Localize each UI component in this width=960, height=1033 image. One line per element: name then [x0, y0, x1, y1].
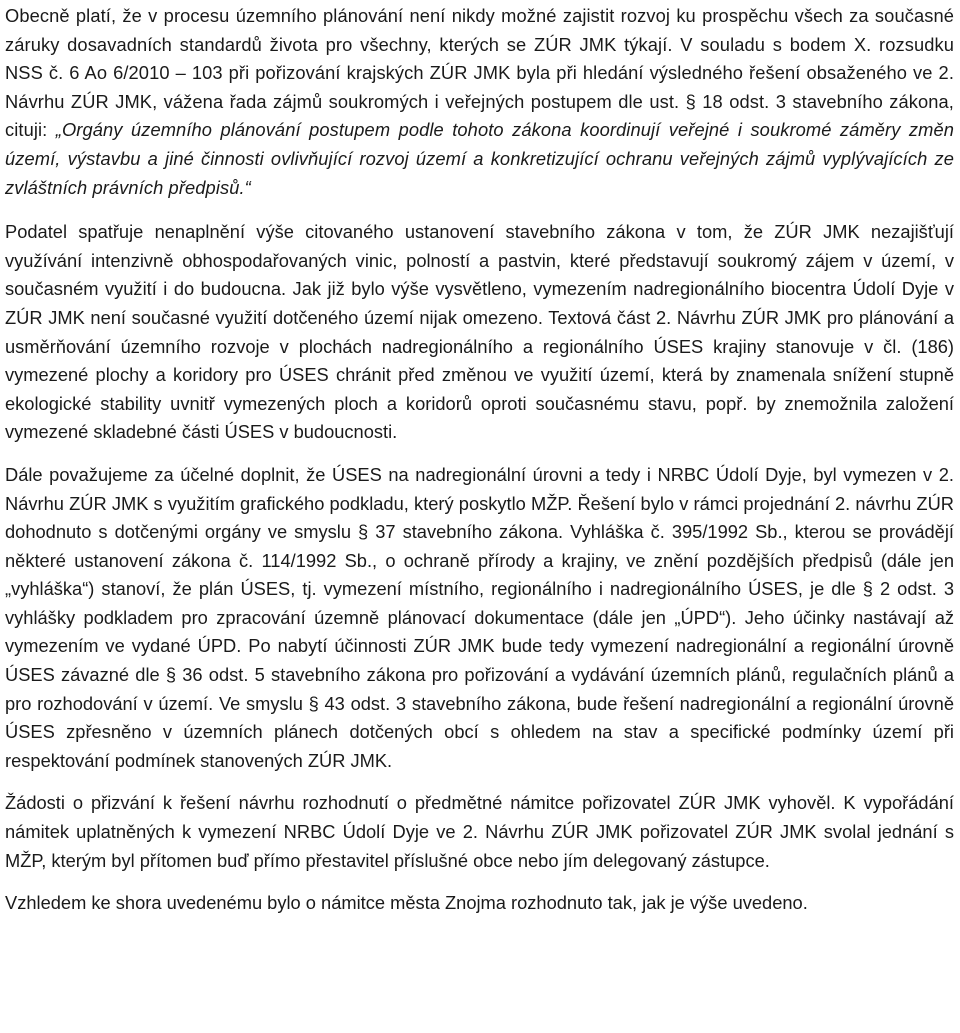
paragraph-5: Vzhledem ke shora uvedenému bylo o námitce města Znojma rozhodnuto tak, jak je výše uvedeno.	[5, 892, 808, 914]
paragraph-1	[5, 2, 954, 202]
paragraph-2: Podatel spatřuje nenaplnění výše citovaného ustanovení stavebního zákona v tom, že ZÚR JMK nezajišťují využívání intenzivně obhospodařovaných vinic, polností a pastvin, které představují soukromý zájem v území, v současném využití i do budoucna. Jak již bylo výše vysvětleno, vymezením nadregionálního biocentra Údolí Dyje v ZÚR JMK není současné využití dotčeného území nijak omezeno. Textová část 2. Návrhu ZÚR JMK pro plánování a usměrňování územního rozvoje v plochách nadregionálního a regionálního ÚSES krajiny stanovuje v čl. (186) vymezené plochy a koridory pro ÚSES chránit před změnou ve využití území, která by znamenala snížení stupně ekologické stability uvnitř vymezených ploch a koridorů oproti současnému stavu, popř. by znemožnila založení vymezené skladebné části ÚSES v budoucnosti.	[5, 221, 954, 443]
paragraph-3: Dále považujeme za účelné doplnit, že ÚSES na nadregionální úrovni a tedy i NRBC Údolí Dyje, byl vymezen v 2. Návrhu ZÚR JMK s využitím grafického podkladu, který poskytlo MŽP. Řešení bylo v rámci projednání 2. návrhu ZÚR dohodnuto s dotčenými orgány ve smyslu § 37 stavebního zákona. Vyhláška č. 395/1992 Sb., kterou se provádějí některé ustanovení zákona č. 114/1992 Sb., o ochraně přírody a krajiny, ve znění pozdějších předpisů (dále jen „vyhláška“) stanoví, že plán ÚSES, tj. vymezení místního, regionálního i nadregionálního ÚSES, je dle § 2 odst. 3 vyhlášky podkladem pro zpracování územně plánovací dokumentace (dále jen „ÚPD“). Jeho účinky nastávají až vymezením ve vydané ÚPD. Po nabytí účinnosti ZÚR JMK bude tedy vymezení nadregionální a regionální úrovně ÚSES závazné dle § 36 odst. 5 stavebního zákona pro pořizování a vydávání územních plánů, regulačních plánů a pro rozhodování v území. Ve smyslu § 43 odst. 3 stavebního zákona, bude řešení nadregionální a regionální úrovně ÚSES zpřesněno v územních plánech dotčených obcí s ohledem na stav a specifické podmínky území při respektování podmínek stanovených ZÚR JMK.	[5, 463, 954, 771]
statutory-quote: „Orgány územního plánování postupem podle tohoto zákona koordinují veřejné i soukromé záměry změn území, výstavbu a jiné činnosti ovlivňující rozvoj území a konkretizující ochranu veřejných zájmů vyplývajících ze zvláštních právních předpisů.“	[5, 119, 954, 198]
paragraph-4: Žádosti o přizvání k řešení návrhu rozhodnutí o předmětné námitce pořizovatel ZÚR JMK vyhověl. K vypořádání námitek uplatněných k vymezení NRBC Údolí Dyje ve 2. Návrhu ZÚR JMK pořizovatel ZÚR JMK svolal jednání s MŽP, kterým byl přítomen buď přímo přestavitel příslušné obce nebo jím delegovaný zástupce.	[5, 792, 954, 871]
paragraph-1-text: Obecně platí, že v procesu územního plánování není nikdy možné zajistit rozvoj ku prospěchu všech za současné záruky dosavadních standardů života pro všechny, kterých se ZÚR JMK týkají. V souladu s bodem X. rozsudku NSS č. 6 Ao 6/2010 – 103 při pořizování krajských ZÚR JMK byla při hledání výsledného řešení obsaženého ve 2. Návrhu ZÚR JMK, vážena řada zájmů soukromých i veřejných postupem dle ust. § 18 odst. 3 stavebního zákona, cituji:	[5, 5, 954, 141]
